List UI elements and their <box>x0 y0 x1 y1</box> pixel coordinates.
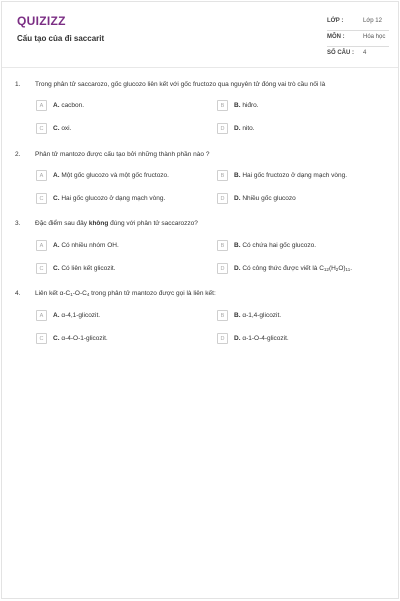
option-letter-box: C <box>36 333 47 344</box>
question-text <box>35 220 385 227</box>
meta-class-value: Lớp 12 <box>363 18 382 24</box>
formula-subscript: 11 <box>345 267 351 272</box>
formula-text: . <box>350 265 353 272</box>
question-text-start: Liên kết α-C <box>35 290 71 297</box>
question-number: 4. <box>15 290 21 297</box>
meta-class <box>327 14 389 31</box>
option-label: D. <box>234 335 241 342</box>
question-text: Phân tử mantozo được cấu tạo bởi những thành phần nào ? <box>35 151 210 158</box>
option-label: D. <box>234 195 241 202</box>
option-text <box>242 265 352 272</box>
option-label: A. <box>53 312 60 319</box>
meta-subject-value: Hóa học <box>363 34 386 40</box>
question-text-emphasis: không <box>88 220 109 227</box>
meta-subject <box>327 30 389 47</box>
option-label: A. <box>53 172 60 179</box>
option-text: Có nhiều nhóm OH. <box>61 242 119 249</box>
option-label: D. <box>234 125 241 132</box>
option-label: C. <box>53 195 60 202</box>
question-number: 1. <box>15 81 21 88</box>
option-label: B. <box>234 172 241 179</box>
option-text: α-4,1-glicozit. <box>61 312 101 319</box>
option-text: oxi. <box>61 125 72 132</box>
option-letter-box: C <box>36 193 47 204</box>
meta-count-value: 4 <box>363 50 367 56</box>
question-number: 2. <box>15 151 21 158</box>
option-text: Hai gốc fructozo ở dạng mạch vòng. <box>242 172 348 179</box>
formula-text: O) <box>338 265 346 272</box>
meta-count <box>327 46 389 62</box>
option-letter-box: D <box>217 263 228 274</box>
option-label: B. <box>234 102 241 109</box>
option-text: Hai gốc glucozo ở dạng mạch vòng. <box>61 195 166 202</box>
option-text: Có liên kết glicozit. <box>61 265 116 272</box>
option-letter-box: C <box>36 263 47 274</box>
formula-text: (H <box>328 265 336 272</box>
option-label: C. <box>53 125 60 132</box>
option-text: α-4-O-1-glicozit. <box>61 335 108 342</box>
option-letter-box: A <box>36 240 47 251</box>
meta-count-label: SỐ CÂU : <box>327 50 354 56</box>
option-label: C. <box>53 335 60 342</box>
option-label: B. <box>234 312 241 319</box>
option-text: Một gốc glucozo và một gốc fructozo. <box>61 172 169 179</box>
option-letter-box: A <box>36 170 47 181</box>
question-text-middle: -O-C <box>72 290 87 297</box>
option-text: hiđro. <box>242 102 259 109</box>
question-number: 3. <box>15 220 21 227</box>
question-text-start: Đặc điểm sau đây <box>35 220 89 227</box>
formula-text: Có công thức được viết là C <box>242 265 324 272</box>
option-text: α-1-O-4-glicozit. <box>242 335 289 342</box>
worksheet-title: Cấu tạo của đi saccarit <box>17 34 105 43</box>
worksheet-page <box>1 1 399 599</box>
option-letter-box: A <box>36 310 47 321</box>
option-letter-box: B <box>217 310 228 321</box>
formula-subscript: 1 <box>70 292 73 297</box>
formula-subscript: 4 <box>86 292 90 297</box>
option-label: D. <box>234 265 241 272</box>
question-text-end: đúng với phân tử saccarozzo? <box>108 220 198 227</box>
meta-class-label: LỚP : <box>327 18 344 24</box>
option-label: C. <box>53 265 60 272</box>
option-letter-box: B <box>217 240 228 251</box>
option-letter-box: D <box>217 123 228 134</box>
option-letter-box: C <box>36 123 47 134</box>
meta-subject-label: MÔN : <box>327 34 345 40</box>
question-text: Trong phân tử saccarozo, gốc glucozo liên kết với gốc fructozo qua nguyên tử đóng vai trò cầu nối là <box>35 81 326 88</box>
option-letter-box: D <box>217 193 228 204</box>
quizizz-logo: QUIZIZZ <box>17 14 66 28</box>
option-letter-box: D <box>217 333 228 344</box>
option-text: Nhiều gốc glucozo <box>242 195 296 202</box>
option-label: B. <box>234 242 241 249</box>
option-letter-box: A <box>36 100 47 111</box>
option-text: α-1,4-glicozit. <box>242 312 282 319</box>
option-letter-box: B <box>217 100 228 111</box>
option-text: nito. <box>242 125 255 132</box>
option-text: cacbon. <box>61 102 85 109</box>
question-text-end: trong phân tử mantozo được gọi là liên kết: <box>89 290 216 297</box>
option-letter-box: B <box>217 170 228 181</box>
formula-subscript: 12 <box>323 267 329 272</box>
option-text: Có chứa hai gốc glucozo. <box>242 242 317 249</box>
question-text <box>35 290 385 297</box>
option-label: A. <box>53 242 60 249</box>
option-label: A. <box>53 102 60 109</box>
worksheet-header <box>2 2 398 68</box>
formula-subscript: 2 <box>335 267 339 272</box>
